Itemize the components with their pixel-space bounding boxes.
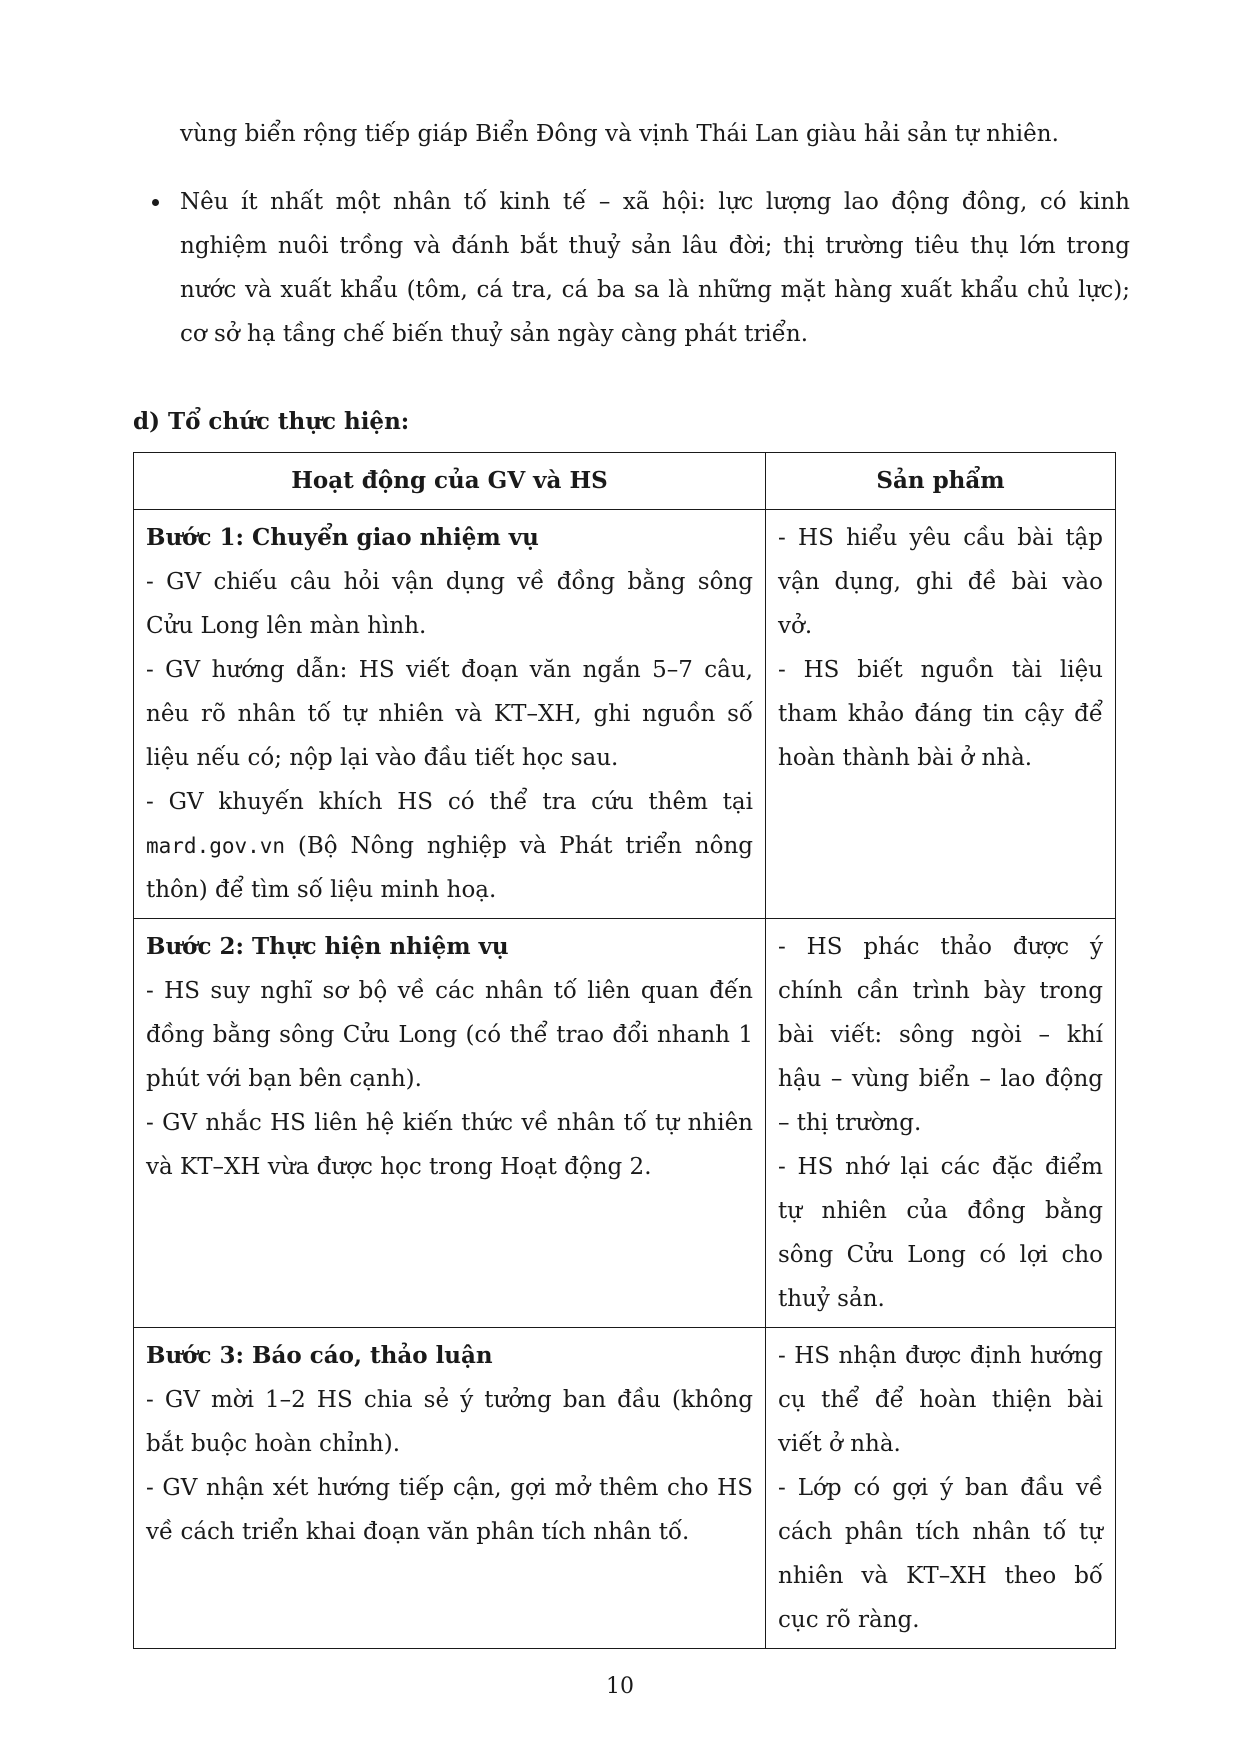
header-activity: Hoạt động của GV và HS <box>134 453 766 510</box>
bullet-list <box>180 180 1130 356</box>
table-row <box>134 1328 1116 1649</box>
activity-text: (Bộ Nông nghiệp và Phát triển nông thôn) để tìm số liệu minh hoạ. <box>146 833 753 903</box>
step-title: Bước 1: Chuyển giao nhiệm vụ <box>146 524 539 551</box>
step-title: Bước 2: Thực hiện nhiệm vụ <box>146 933 509 960</box>
product-line: - HS phác thảo được ý chính cần trình bày trong bài viết: sông ngòi – khí hậu – vùng biển – lao động – thị trường. <box>778 934 1103 1136</box>
table-header-row <box>134 453 1116 510</box>
website-link[interactable]: mard.gov.vn <box>146 834 286 858</box>
bullet-item <box>180 180 1130 356</box>
activity-line: - GV nhận xét hướng tiếp cận, gợi mở thêm cho HS về cách triển khai đoạn văn phân tích nhân tố. <box>146 1475 753 1545</box>
activity-cell <box>134 919 766 1328</box>
activity-line <box>146 780 753 912</box>
activity-cell <box>134 1328 766 1649</box>
header-product: Sản phẩm <box>766 453 1116 510</box>
activity-line: - GV chiếu câu hỏi vận dụng về đồng bằng sông Cửu Long lên màn hình. <box>146 569 753 639</box>
activity-line: - GV nhắc HS liên hệ kiến thức về nhân tố tự nhiên và KT–XH vừa được học trong Hoạt động 2. <box>146 1110 753 1180</box>
product-line: - Lớp có gợi ý ban đầu về cách phân tích nhân tố tự nhiên và KT–XH theo bố cục rõ ràng. <box>778 1475 1103 1633</box>
table-row <box>134 919 1116 1328</box>
activity-text: - GV khuyến khích HS có thể tra cứu thêm tại <box>146 789 753 815</box>
activity-table <box>133 452 1116 1649</box>
product-cell <box>766 919 1116 1328</box>
product-cell <box>766 1328 1116 1649</box>
activity-line: - GV mời 1–2 HS chia sẻ ý tưởng ban đầu (không bắt buộc hoàn chỉnh). <box>146 1387 753 1457</box>
page-number: 10 <box>606 1674 634 1699</box>
activity-line: - HS suy nghĩ sơ bộ về các nhân tố liên quan đến đồng bằng sông Cửu Long (có thể trao đổi nhanh 1 phút với bạn bên cạnh). <box>146 978 753 1092</box>
product-cell <box>766 510 1116 919</box>
table-row <box>134 510 1116 919</box>
activity-cell <box>134 510 766 919</box>
step-title: Bước 3: Báo cáo, thảo luận <box>146 1342 493 1369</box>
product-line: - HS nhớ lại các đặc điểm tự nhiên của đồng bằng sông Cửu Long có lợi cho thuỷ sản. <box>778 1154 1103 1312</box>
product-line: - HS nhận được định hướng cụ thể để hoàn thiện bài viết ở nhà. <box>778 1343 1103 1457</box>
intro-line: vùng biển rộng tiếp giáp Biển Đông và vịnh Thái Lan giàu hải sản tự nhiên. <box>180 121 1059 147</box>
activity-line: - GV hướng dẫn: HS viết đoạn văn ngắn 5–7 câu, nêu rõ nhân tố tự nhiên và KT–XH, ghi nguồn số liệu nếu có; nộp lại vào đầu tiết học sau. <box>146 657 753 771</box>
product-line: - HS biết nguồn tài liệu tham khảo đáng tin cậy để hoàn thành bài ở nhà. <box>778 657 1103 771</box>
bullet-dot-icon <box>152 199 159 206</box>
section-heading: d) Tổ chức thực hiện: <box>133 408 410 435</box>
product-line: - HS hiểu yêu cầu bài tập vận dụng, ghi đề bài vào vở. <box>778 525 1103 639</box>
bullet-text: Nêu ít nhất một nhân tố kinh tế – xã hội: lực lượng lao động đông, có kinh nghiệm nuôi trồng và đánh bắt thuỷ sản lâu đời; thị trường tiêu thụ lớn trong nước và xuất khẩu (tôm, cá tra, cá ba sa là những mặt hàng xuất khẩu chủ lực); cơ sở hạ tầng chế biến thuỷ sản ngày càng phát triển. <box>180 189 1130 347</box>
